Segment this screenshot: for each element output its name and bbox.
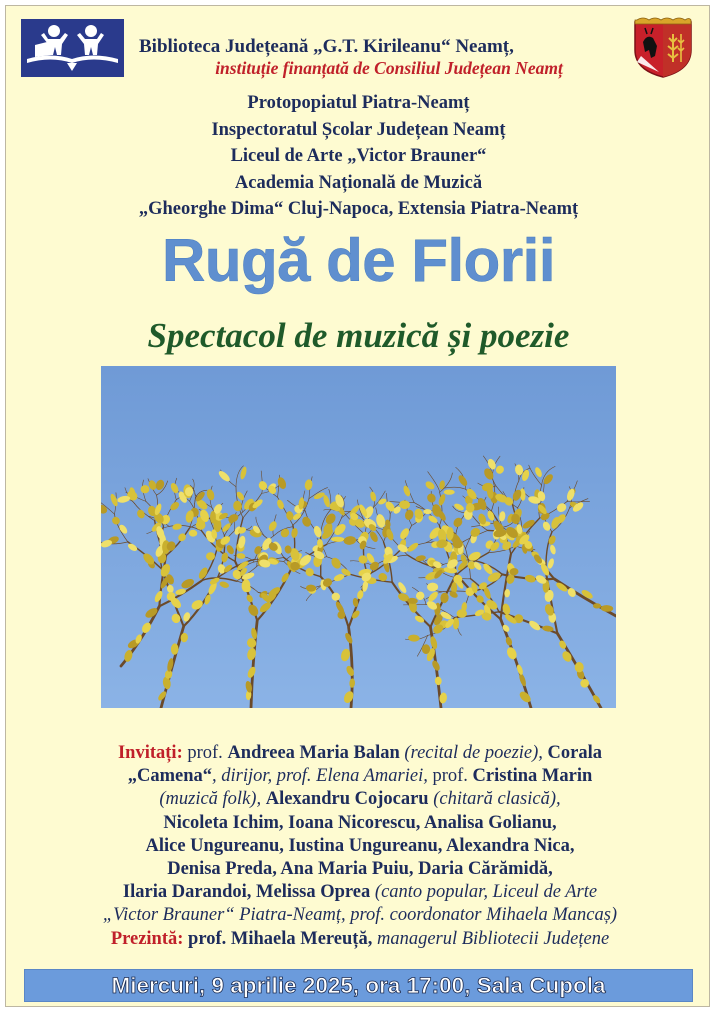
- credit-role: (recital de poezie),: [404, 743, 543, 763]
- event-title: Rugă de Florii: [161, 227, 556, 294]
- credits-line: [30, 835, 690, 858]
- partner-list: [50, 90, 667, 223]
- credits-line: [30, 904, 690, 927]
- credit-role: „Victor Brauner“ Piatra-Neamț, prof. coordonator Mihaela Mancaș): [102, 905, 618, 926]
- credit-text: prof.: [432, 766, 468, 787]
- partner-item: Inspectoratul Școlar Județean Neamț: [211, 119, 506, 140]
- credit-role: managerul Bibliotecii Județene: [376, 928, 610, 949]
- library-logo-icon: [21, 19, 124, 77]
- partner-item: Liceul de Arte „Victor Brauner“: [230, 146, 487, 166]
- guests-label: Invitați:: [117, 743, 183, 763]
- credits-line: [30, 858, 690, 881]
- credit-name: Corala: [547, 743, 603, 763]
- credit-name: „Camena“: [127, 766, 212, 787]
- credit-name: Andreea Maria Balan: [227, 743, 400, 763]
- credit-role: (canto popular, Liceul de Arte: [374, 882, 598, 903]
- credits-line: [30, 742, 690, 765]
- credit-name: Nicoleta Ichim, Ioana Nicorescu, Analisa Golianu,: [163, 812, 557, 833]
- credits-line: [30, 765, 690, 788]
- county-crest-icon: [633, 16, 693, 78]
- credit-role: (chitară clasică),: [433, 789, 561, 810]
- partner-item: Academia Națională de Muzică: [234, 172, 483, 193]
- credit-name: Denisa Preda, Ana Maria Puiu, Daria Cărămidă,: [167, 859, 553, 880]
- event-subtitle: Spectacol de muzică și poezie: [147, 316, 570, 355]
- credits-line: [30, 881, 690, 904]
- credit-name: prof. Mihaela Mereuță,: [188, 928, 373, 949]
- event-date-banner: Miercuri, 9 aprilie 2025, ora 17:00, Sala Cupola: [24, 969, 693, 1002]
- credit-name: Alexandru Cojocaru: [265, 789, 429, 810]
- credit-role: (muzică folk),: [159, 789, 262, 810]
- funding-note: instituție finanțată de Consiliul Județean Neamț: [215, 58, 563, 78]
- credit-name: Alice Ungureanu, Iustina Ungureanu, Alexandra Nica,: [145, 835, 575, 856]
- credits-line: [30, 812, 690, 835]
- credit-text: prof.: [187, 743, 223, 763]
- credit-role: , dirijor, prof. Elena Amariei,: [212, 766, 428, 787]
- presenter-label: Prezintă:: [110, 928, 184, 949]
- credit-name: Ilaria Darandoi, Melissa Oprea: [122, 882, 371, 903]
- partner-item: „Gheorghe Dima“ Cluj-Napoca, Extensia Piatra-Neamț: [138, 199, 579, 219]
- willow-branches-photo: [101, 366, 616, 708]
- partner-item: Protopopiatul Piatra-Neamț: [247, 93, 470, 113]
- credits-line: [30, 928, 690, 951]
- library-name: Biblioteca Județeană „G.T. Kirileanu“ Neamț,: [139, 36, 514, 57]
- credits-line: [30, 788, 690, 811]
- credits-block: [30, 742, 690, 951]
- credit-name: Cristina Marin: [472, 766, 593, 787]
